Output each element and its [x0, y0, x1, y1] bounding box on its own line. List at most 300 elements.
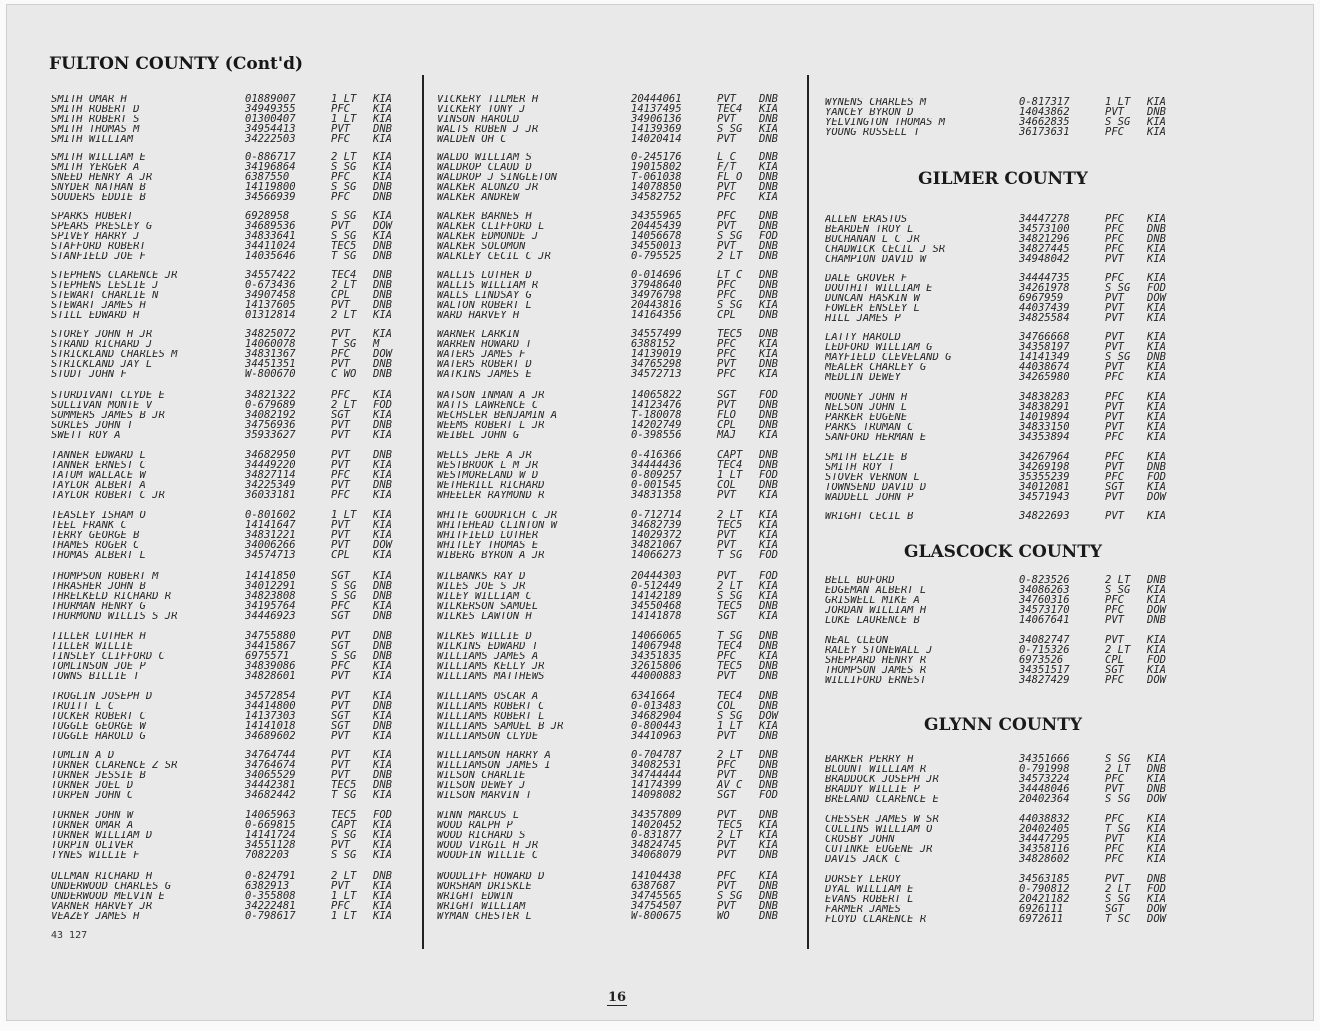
entry-status: DNB	[759, 308, 778, 321]
entry-rank: 2 LT	[331, 278, 357, 291]
entry-name: STAFFORD ROBERT	[51, 241, 146, 252]
entry-serial: 34682950	[245, 449, 296, 461]
entry-serial: 0-013483	[631, 699, 682, 712]
entry-status: DNB	[759, 180, 778, 193]
roster-entry	[437, 788, 789, 801]
entry-serial: 34451351	[245, 357, 296, 370]
entry-rank: PVT	[717, 669, 736, 682]
entry-serial: 34353894	[1019, 430, 1070, 443]
entry-status: KIA	[373, 909, 392, 922]
entry-status: KIA	[1147, 663, 1166, 676]
entry-rank: PVT	[1105, 510, 1124, 522]
entry-rank: PVT	[331, 690, 350, 702]
roster-entry	[51, 528, 403, 541]
entry-rank: PFC	[717, 337, 736, 350]
entry-name: NELSON JOHN L	[825, 402, 908, 413]
entry-status: KIA	[759, 347, 778, 360]
entry-rank: AV C	[717, 778, 743, 791]
entry-name: EDGEMAN ALBERT L	[825, 585, 927, 596]
entry-serial: 34745565	[631, 889, 682, 902]
entry-rank: PVT	[717, 93, 736, 105]
entry-name: STANFIELD JOE F	[51, 251, 146, 262]
entry-name: NEAL CLEON	[825, 636, 889, 646]
roster-entry	[51, 308, 403, 321]
entry-name: TILLER WILLIE	[51, 641, 134, 652]
entry-name: TERRY GEORGE B	[51, 530, 140, 541]
entry-rank: PVT	[717, 112, 736, 125]
roster-entry	[437, 249, 789, 262]
entry-serial: 34444735	[1019, 272, 1070, 284]
entry-name: TANNER EDWARD L	[51, 451, 146, 461]
entry-serial: 14056678	[631, 229, 682, 242]
entry-rank: SGT	[331, 570, 350, 582]
entry-serial: 34550468	[631, 599, 682, 612]
entry-serial: 0-712714	[631, 509, 682, 521]
entry-serial: 0-831877	[631, 828, 682, 841]
entry-name: TURPIN OLIVER	[51, 840, 134, 851]
roster-entry	[51, 132, 403, 145]
entry-rank: PFC	[331, 659, 350, 672]
entry-status: DNB	[373, 357, 392, 370]
entry-status: DNB	[373, 589, 392, 602]
entry-status: DNB	[759, 909, 778, 922]
roster-entry	[825, 460, 1177, 473]
entry-status: DNB	[759, 458, 778, 471]
entry-name: WATTS LAWRENCE C	[437, 400, 539, 411]
entry-serial: 34831367	[245, 347, 296, 360]
entry-rank: S SG	[331, 649, 357, 662]
entry-rank: PVT	[717, 538, 736, 551]
entry-status: KIA	[373, 528, 392, 541]
entry-rank: PFC	[1105, 213, 1124, 225]
entry-rank: PVT	[1105, 331, 1124, 343]
roster-entry	[437, 153, 789, 163]
entry-rank: PVT	[331, 768, 350, 781]
roster-entry	[825, 832, 1177, 845]
entry-serial: 6928958	[245, 210, 290, 222]
entry-status: FOD	[373, 398, 392, 411]
entry-name: WALTS RUBEN J JR	[437, 124, 539, 135]
entry-rank: 2 LT	[717, 579, 743, 592]
entry-status: KIA	[373, 308, 392, 321]
roster-entry	[437, 190, 789, 203]
entry-status: DNB	[373, 269, 392, 281]
entry-status: KIA	[1147, 813, 1166, 825]
entry-serial: 14142189	[631, 589, 682, 602]
entry-rank: PVT	[717, 899, 736, 912]
entry-serial: 34355965	[631, 210, 682, 222]
entry-status: KIA	[373, 389, 392, 401]
entry-name: SWETT ROY A	[51, 430, 121, 441]
entry-status: DNB	[373, 367, 392, 380]
entry-status: KIA	[373, 548, 392, 561]
roster-entry	[825, 252, 1177, 265]
entry-status: KIA	[373, 899, 392, 912]
entry-status: DNB	[759, 699, 778, 712]
entry-rank: 2 LT	[1105, 643, 1131, 656]
entry-serial: 0-715326	[1019, 643, 1070, 656]
entry-rank: PFC	[1105, 603, 1124, 616]
entry-name: THRELKELD RICHARD R	[51, 591, 172, 602]
entry-status: DNB	[759, 848, 778, 861]
entry-rank: CPL	[1105, 653, 1124, 666]
entry-name: WILLIAMS ROBERT L	[437, 711, 545, 722]
entry-name: WALKER EDMONDE J	[437, 231, 539, 242]
entry-name: TURNER OMAR A	[51, 820, 134, 831]
entry-name: WALDROP CLAUD D	[437, 162, 532, 173]
entry-serial: 14141878	[631, 609, 682, 622]
entry-status: DOW	[1147, 603, 1166, 616]
roster-entry	[51, 729, 403, 742]
roster-group	[825, 98, 1177, 138]
entry-name: SMITH OMAR H	[51, 95, 127, 105]
entry-serial: 0-669815	[245, 818, 296, 831]
entry-name: STEWART CHARLIE N	[51, 290, 159, 301]
roster-group	[825, 274, 1177, 323]
entry-rank: 1 LT	[717, 719, 743, 732]
entry-serial: 0-416366	[631, 449, 682, 461]
roster-group	[825, 393, 1177, 442]
entry-name: WHEELER RAYMOND R	[437, 490, 545, 501]
entry-serial: 34689602	[245, 729, 296, 742]
entry-status: DNB	[759, 288, 778, 301]
entry-status: KIA	[1147, 842, 1166, 855]
entry-status: FOD	[1147, 281, 1166, 294]
entry-serial: 14029372	[631, 528, 682, 541]
entry-serial: 34744444	[631, 768, 682, 781]
roster-entry	[825, 360, 1177, 373]
entry-serial: 34265980	[1019, 370, 1070, 383]
entry-serial: 14067948	[631, 639, 682, 652]
entry-status: KIA	[1147, 420, 1166, 433]
entry-serial: 14043862	[1019, 105, 1070, 118]
entry-serial: 34082192	[245, 408, 296, 421]
entry-status: FOD	[1147, 470, 1166, 483]
entry-rank: PVT	[331, 518, 350, 531]
entry-rank: PVT	[331, 478, 350, 491]
entry-serial: 34948042	[1019, 252, 1070, 265]
entry-rank: PVT	[717, 132, 736, 145]
entry-serial: 34755880	[245, 630, 296, 642]
entry-rank: S SG	[717, 889, 743, 902]
entry-serial: 0-817317	[1019, 96, 1070, 108]
roster-group	[437, 95, 789, 144]
entry-rank: WO	[717, 909, 730, 922]
roster-entry	[825, 115, 1177, 128]
entry-serial: 14137495	[631, 102, 682, 115]
entry-rank: TEC5	[331, 778, 357, 791]
entry-serial: 14065963	[245, 809, 296, 821]
entry-name: WILKES WILLIE D	[437, 632, 532, 642]
entry-serial: 34447295	[1019, 832, 1070, 845]
entry-status: KIA	[759, 102, 778, 115]
roster-entry	[825, 663, 1177, 676]
entry-name: DALE GROVER F	[825, 274, 908, 284]
entry-name: TOWNS BILLIE T	[51, 671, 140, 682]
entry-name: TUGGLE HAROLD G	[51, 731, 146, 742]
entry-serial: 34831358	[631, 488, 682, 501]
entry-serial: 0-014696	[631, 269, 682, 281]
entry-name: WETHERILL RICHARD	[437, 480, 545, 491]
entry-status: KIA	[1147, 480, 1166, 493]
entry-rank: PFC	[331, 102, 350, 115]
entry-name: WILLIAMS ROBERT C	[437, 701, 545, 712]
entry-serial: 34765298	[631, 357, 682, 370]
roster-entry	[51, 719, 403, 732]
roster-entry	[51, 112, 403, 125]
entry-rank: PVT	[331, 449, 350, 461]
roster-entry	[825, 603, 1177, 616]
entry-name: TAYLOR ROBERT C JR	[51, 490, 165, 501]
entry-status: FOD	[759, 468, 778, 481]
roster-group	[437, 391, 789, 440]
roster-entry	[51, 709, 403, 722]
entry-rank: T SG	[331, 788, 357, 801]
entry-name: YOUNG RUSSELL T	[825, 127, 920, 138]
page-number: 16	[608, 990, 627, 1005]
entry-name: WEIBEL JOHN G	[437, 430, 520, 441]
roster-entry	[437, 132, 789, 145]
roster-entry	[825, 852, 1177, 865]
entry-status: KIA	[759, 367, 778, 380]
entry-serial: 14098082	[631, 788, 682, 801]
entry-serial: 34827445	[1019, 242, 1070, 255]
entry-name: WESTBROOK L M JR	[437, 460, 539, 471]
entry-status: DNB	[759, 151, 778, 163]
entry-rank: S SG	[1105, 583, 1131, 596]
entry-status: KIA	[373, 690, 392, 702]
entry-status: KIA	[759, 538, 778, 551]
entry-rank: PVT	[331, 328, 350, 340]
entry-name: TRUITT L C	[51, 701, 115, 712]
entry-name: RALEY STONEWALL J	[825, 645, 933, 656]
entry-serial: 34689536	[245, 219, 296, 232]
entry-rank: SGT	[717, 788, 736, 801]
entry-rank: S SG	[717, 298, 743, 311]
entry-rank: TEC5	[717, 328, 743, 340]
entry-name: STRICKLAND CHARLES M	[51, 349, 178, 360]
entry-name: TYNES WILLIE F	[51, 850, 140, 861]
entry-serial: 01889007	[245, 93, 296, 105]
entry-status: DNB	[759, 408, 778, 421]
entry-name: YELVINGTON THOMAS M	[825, 117, 946, 128]
entry-rank: PFC	[1105, 391, 1124, 403]
entry-status: DNB	[1147, 222, 1166, 235]
entry-serial: 36033181	[245, 488, 296, 501]
entry-rank: PVT	[1105, 873, 1124, 885]
entry-rank: PVT	[331, 418, 350, 431]
entry-rank: S SG	[717, 122, 743, 135]
entry-rank: PFC	[717, 367, 736, 380]
entry-status: DNB	[759, 749, 778, 761]
entry-name: MOONEY JOHN H	[825, 393, 908, 403]
entry-status: KIA	[373, 828, 392, 841]
entry-serial: 34574713	[245, 548, 296, 561]
entry-rank: PVT	[1105, 460, 1124, 473]
entry-status: KIA	[759, 528, 778, 541]
entry-serial: 34261978	[1019, 281, 1070, 294]
entry-rank: SGT	[331, 719, 350, 732]
entry-rank: T SG	[331, 337, 357, 350]
entry-serial: 6972611	[1019, 912, 1064, 925]
entry-serial: 34269198	[1019, 460, 1070, 473]
entry-name: BLOUNT WILLIAM R	[825, 764, 927, 775]
entry-serial: 34573100	[1019, 222, 1070, 235]
entry-status: KIA	[759, 337, 778, 350]
entry-rank: MAJ	[717, 428, 736, 441]
roster-entry	[825, 400, 1177, 413]
entry-serial: 44037439	[1019, 301, 1070, 314]
entry-serial: 7082203	[245, 848, 290, 861]
entry-name: TURNER JOHN W	[51, 811, 134, 821]
roster-entry	[51, 478, 403, 491]
entry-name: TILLER LUTHER H	[51, 632, 146, 642]
entry-rank: PFC	[717, 758, 736, 771]
entry-rank: 1 LT	[1105, 96, 1131, 108]
entry-status: DNB	[759, 599, 778, 612]
entry-name: BELL BUFORD	[825, 576, 895, 586]
entry-rank: SGT	[331, 408, 350, 421]
entry-status: KIA	[373, 112, 392, 125]
entry-name: LATTY HAROLD	[825, 333, 901, 343]
entry-name: WILEY WILLIAM C	[437, 591, 532, 602]
entry-name: TATUM WALLACE W	[51, 470, 146, 481]
entry-rank: 1 LT	[331, 112, 357, 125]
entry-rank: 2 LT	[1105, 762, 1131, 775]
roster-entry	[825, 583, 1177, 596]
entry-status: DNB	[373, 699, 392, 712]
entry-serial: 34662835	[1019, 115, 1070, 128]
entry-status: KIA	[759, 828, 778, 841]
entry-serial: 34410963	[631, 729, 682, 742]
entry-serial: 44038832	[1019, 813, 1070, 825]
roster-group	[825, 453, 1177, 502]
entry-serial: 37948640	[631, 278, 682, 291]
entry-name: SUMMERS JAMES B JR	[51, 410, 165, 421]
entry-status: DNB	[759, 357, 778, 370]
entry-rank: SGT	[717, 389, 736, 401]
entry-serial: 14065822	[631, 389, 682, 401]
entry-name: COLLINS WILLIAM O	[825, 824, 933, 835]
entry-status: FOD	[759, 389, 778, 401]
roster-entry	[51, 468, 403, 481]
entry-serial: 34572854	[245, 690, 296, 702]
entry-rank: TEC4	[717, 639, 743, 652]
entry-name: TURPEN JOHN C	[51, 790, 134, 801]
entry-status: KIA	[373, 151, 392, 163]
entry-serial: 34414800	[245, 699, 296, 712]
entry-name: SNYDER NATHAN B	[51, 182, 146, 193]
entry-status: KIA	[1147, 772, 1166, 785]
entry-name: WEEMS ROBERT L JR	[437, 420, 545, 431]
entry-serial: 14202749	[631, 418, 682, 431]
roster-entry	[51, 828, 403, 841]
entry-serial: W-800670	[245, 367, 296, 380]
roster-entry	[825, 822, 1177, 835]
entry-rank: 2 LT	[1105, 882, 1131, 895]
roster-entry	[51, 488, 403, 501]
entry-status: KIA	[373, 788, 392, 801]
roster-entry	[437, 398, 789, 411]
entry-serial: 32615806	[631, 659, 682, 672]
entry-status: KIA	[1147, 301, 1166, 314]
roster-entry	[437, 758, 789, 771]
entry-serial: 34571943	[1019, 490, 1070, 503]
entry-status: KIA	[1147, 272, 1166, 284]
roster-entry	[437, 330, 789, 340]
entry-rank: PFC	[1105, 125, 1124, 138]
entry-serial: 20402405	[1019, 822, 1070, 835]
entry-serial: 14139369	[631, 122, 682, 135]
entry-serial: 34415867	[245, 639, 296, 652]
entry-rank: SGT	[331, 639, 350, 652]
entry-serial: 34827429	[1019, 673, 1070, 686]
entry-name: SMITH ROBERT D	[51, 104, 140, 115]
document-page	[6, 4, 1314, 1021]
entry-status: KIA	[759, 190, 778, 203]
roster-entry	[825, 350, 1177, 363]
roster-entry	[825, 772, 1177, 785]
roster-entry	[437, 408, 789, 421]
entry-status: KIA	[373, 488, 392, 501]
roster-entry	[437, 889, 789, 902]
entry-name: SMITH ROY T	[825, 462, 895, 473]
roster-entry	[51, 632, 403, 642]
entry-rank: PVT	[331, 838, 350, 851]
entry-serial: 01312814	[245, 308, 296, 321]
roster-entry	[51, 249, 403, 262]
entry-serial: 20444303	[631, 570, 682, 582]
entry-serial: 6387550	[245, 170, 290, 183]
entry-name: MEALER CHARLEY G	[825, 362, 927, 373]
roster-entry	[51, 160, 403, 173]
roster-entry	[437, 828, 789, 841]
entry-serial: 34557422	[245, 269, 296, 281]
entry-name: THOMAS ALBERT L	[51, 550, 146, 561]
entry-status: DNB	[759, 669, 778, 682]
roster-entry	[51, 758, 403, 771]
entry-rank: S SG	[331, 828, 357, 841]
entry-serial: 14139019	[631, 347, 682, 360]
entry-serial: 34907458	[245, 288, 296, 301]
entry-rank: 2 LT	[717, 828, 743, 841]
entry-status: DNB	[1147, 460, 1166, 473]
entry-status: DOW	[1147, 912, 1166, 925]
roster-group	[437, 692, 789, 741]
roster-entry	[825, 653, 1177, 666]
entry-serial: 34821067	[631, 538, 682, 551]
entry-status: DNB	[759, 210, 778, 222]
roster-entry	[51, 347, 403, 360]
roster-entry	[825, 490, 1177, 503]
entry-name: WILLIAMS JAMES A	[437, 651, 539, 662]
entry-rank: PFC	[717, 288, 736, 301]
entry-name: VICKERY TONY J	[437, 104, 526, 115]
roster-entry	[437, 102, 789, 115]
entry-status: KIA	[759, 428, 778, 441]
entry-serial: 34906136	[631, 112, 682, 125]
roster-entry	[437, 599, 789, 612]
entry-name: STILL EDWARD H	[51, 310, 140, 321]
entry-status: DNB	[759, 729, 778, 742]
entry-status: KIA	[1147, 430, 1166, 443]
roster-entry	[51, 659, 403, 672]
entry-rank: PVT	[331, 879, 350, 892]
entry-name: WILLIAMS OSCAR A	[437, 692, 539, 702]
roster-group	[437, 451, 789, 500]
entry-rank: T SG	[717, 548, 743, 561]
entry-rank: PFC	[331, 190, 350, 203]
